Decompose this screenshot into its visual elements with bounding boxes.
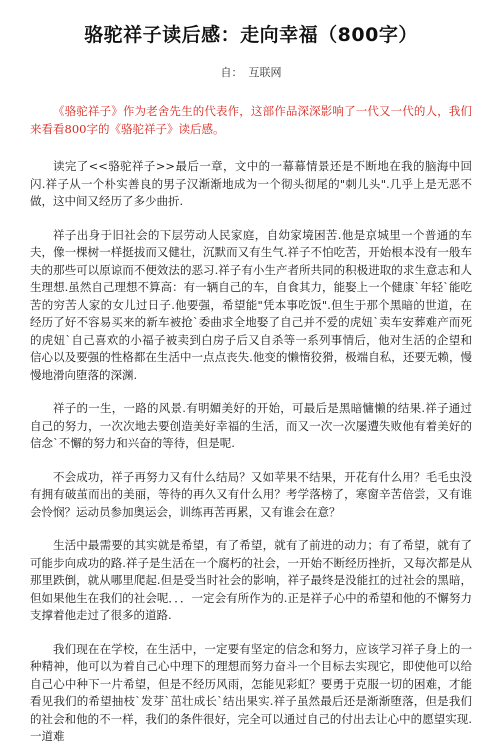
source-line <box>30 66 472 80</box>
intro-paragraph: 《骆驼祥子》作为老舍先生的代表作，这部作品深深影响了一代又一代的人，我们来看看800字的《骆驼祥子》读后感。 <box>30 104 472 136</box>
body-paragraph-6: 我们现在在学校，在生活中，一定要有坚定的信念和努力，应该学习祥子身上的一种精神，他可以为着自己心中理下的理想而努力奋斗一个目标去实现它，即使他可以给自己心中种下一片希望，但是不经历风雨，怎能见彩虹？要勇于克服一切的困难，才能看见我们的希望抽枝`发芽`茁壮成长`结出果实.祥子虽然最后还是渐渐堕落，但是我们的社会和他的不一样，我们的条件很好，完全可以通过自己的付出去让心中的愿望实现.一道难 <box>30 641 472 743</box>
source-value: 互联网 <box>248 66 282 79</box>
body-paragraph-5: 生活中最需要的其实就是希望，有了希望，就有了前进的动力；有了希望，就有了可能步向成功的路.祥子是生活在一个腐朽的社会，一开始不断经历挫折，又每次都是从那里跌倒，就从哪里爬起.但是受当时社会的影响，祥子最终是没能扛的过社会的黑暗，但如果他生在我们的社会呢．．．一定会有所作为的.正是祥子心中的希望和他的不懈努力支撑着他走过了很多的道路. <box>30 538 472 622</box>
document-title: 骆驼祥子读后感：走向幸福（800字） <box>84 24 418 46</box>
source-label: 自： <box>220 66 243 79</box>
body-paragraph-3: 祥子的一生，一路的风景.有明媚美好的开始，可最后是黑暗慵懒的结果.祥子通过自己的努力，一次次地去要创造美好幸福的生活，而又一次一次屡遭失败他有着美好的信念`不懈的努力和兴奋的等待，但是呢. <box>30 401 472 450</box>
body-paragraph-2: 祥子出身于旧社会的下层劳动人民家庭，自幼家境困苦.他是京城里一个普通的车夫，像一棵树一样挺拔而又健壮，沉默而又有生气.祥子不怕吃苦，开始根本没有一般车夫的那些可以原谅而不便效法的恶习.祥子有小生产者所共同的积极进取的求生意志和人生理想.虽然自己理想不算高：有一辆自己的车，自食其力，能娶上一个健康`年轻`能吃苦的穷苦人家的女儿过日子.他要强，希望能"凭本事吃饭".但生于那个黑暗的世道，在经历了好不容易买来的新车被抢`委曲求全地娶了自己并不爱的虎妞`卖车安葬难产而死的虎妞`自己喜欢的小福子被卖到白房子后又自杀等一系列事情后，他对生活的企望和信心以及要强的性格都在生活中一点点丧失.他变的懒惰狡猾，极端自私，还要无赖，慢慢地滑向堕落的深渊. <box>30 227 472 382</box>
body-paragraph-1: 读完了<<骆驼祥子>>最后一章，文中的一幕幕情景还是不断地在我的脑海中回闪.祥子从一个朴实善良的男子汉渐渐地成为一个彻头彻尾的"刺儿头".几乎上是无恶不做，这中间又经历了多少曲折. <box>30 159 472 208</box>
body-paragraph-4: 不会成功，祥子再努力又有什么结局？又如苹果不结果，开花有什么用？毛毛虫没有拥有破茧而出的美丽，等待的再久又有什么用？考学落榜了，寒窗辛苦倍尝，又有谁会怜悯？运动员参加奥运会，训练再苦再累，又有谁会在意？ <box>30 469 472 519</box>
